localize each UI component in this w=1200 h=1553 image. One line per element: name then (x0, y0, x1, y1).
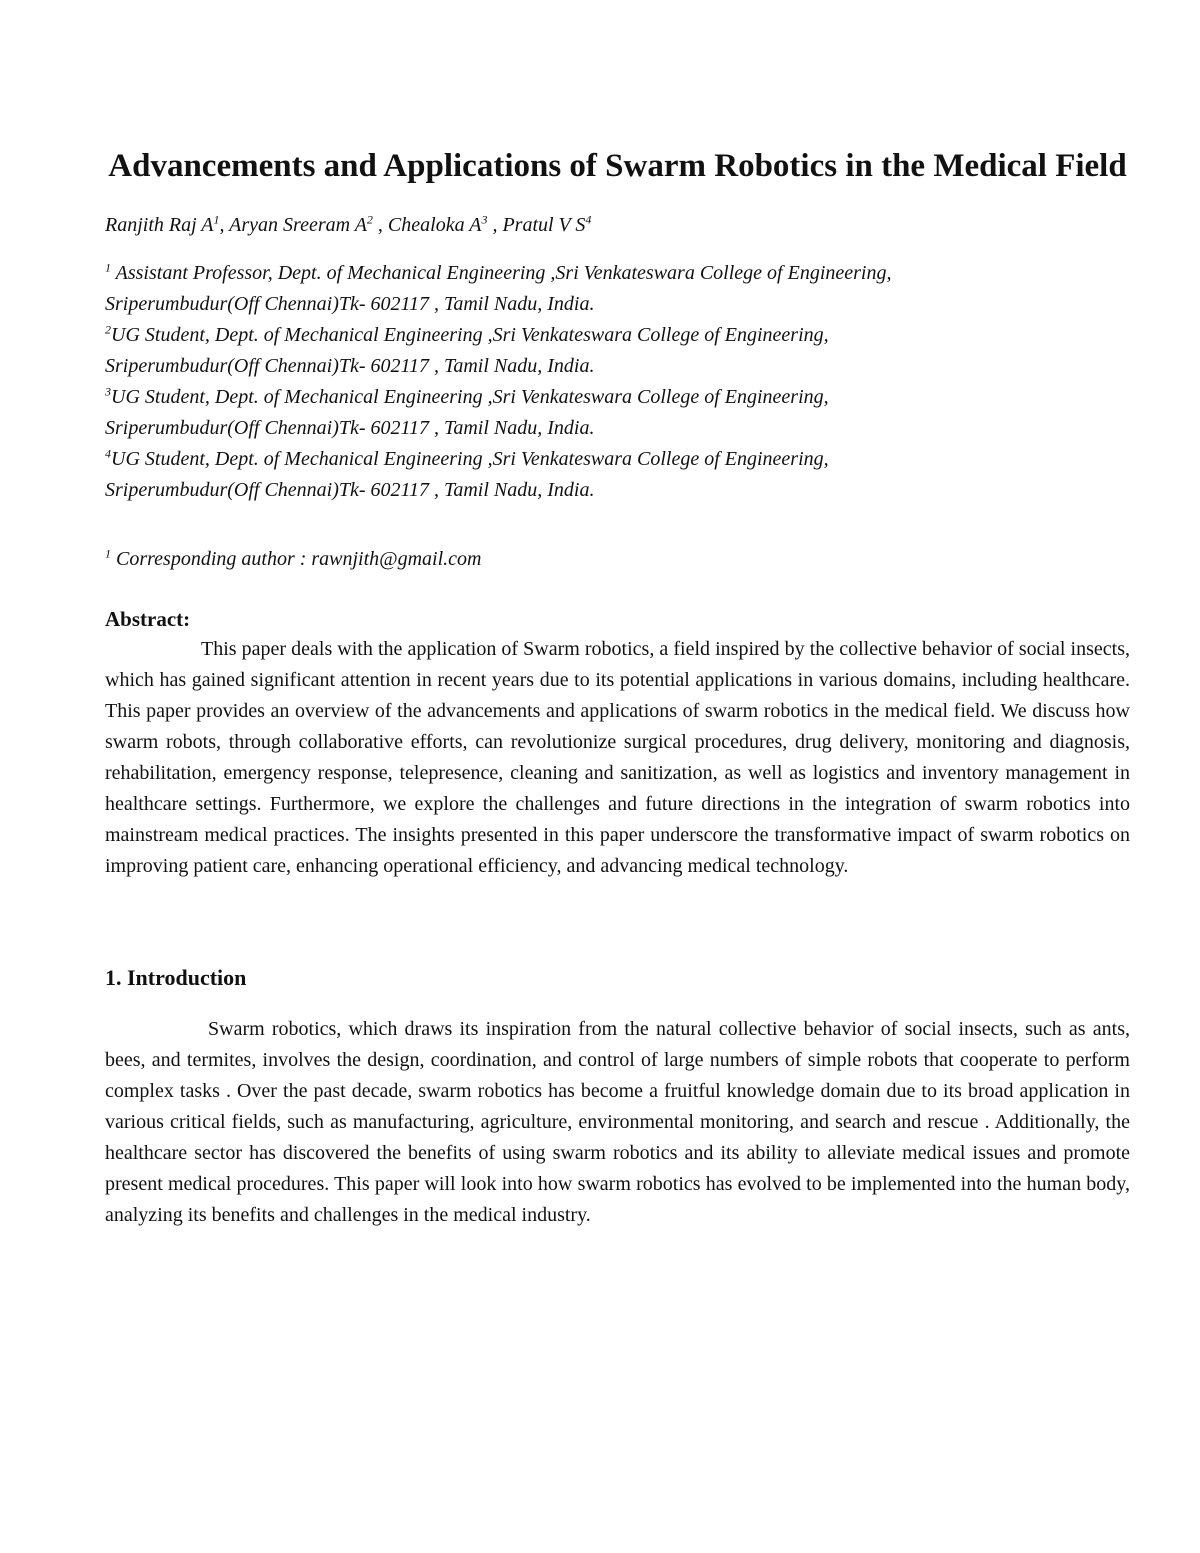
affiliation-text: Assistant Professor, Dept. of Mechanical Engineering ,Sri Venkateswara College of Engineering, (111, 262, 892, 284)
paper-page (105, 140, 1130, 1231)
author-name: Chealoka A (387, 214, 482, 236)
author-sup: 4 (585, 212, 592, 227)
corresponding-text: Corresponding author : rawnjith@gmail.com (111, 548, 482, 570)
affiliation-line (105, 444, 1130, 475)
author-sup: 1 (213, 212, 220, 227)
affiliation-sup: 3 (105, 384, 111, 399)
author-separator: , (219, 214, 230, 236)
affiliation-list (105, 258, 1130, 506)
author-separator: , (372, 214, 388, 236)
corresponding-author (105, 544, 1130, 574)
affiliation-line (105, 258, 1130, 289)
author-name: Ranjith Raj A (105, 214, 214, 236)
affiliation-address: Sriperumbudur(Off Chennai)Tk- 602117 , Tamil Nadu, India. (105, 355, 595, 377)
affiliation-line (105, 382, 1130, 413)
author-name: Pratul V S (502, 214, 586, 236)
affiliation-line (105, 320, 1130, 351)
paper-title: Advancements and Applications of Swarm Robotics in the Medical Field (108, 148, 1127, 184)
affiliation-text: UG Student, Dept. of Mechanical Engineering ,Sri Venkateswara College of Engineering, (111, 324, 829, 346)
affiliation-item (105, 320, 1130, 382)
author-name: Aryan Sreeram A (229, 214, 367, 236)
abstract-heading: Abstract: (105, 607, 191, 631)
affiliation-sup: 2 (105, 322, 111, 337)
affiliation-sup: 1 (105, 260, 111, 275)
abstract-body: This paper deals with the application of Swarm robotics, a field inspired by the collective behavior of social insects, which has gained significant attention in recent years due to its potential applications in various domains, including healthcare. This paper provides an overview of the advancements and applications of swarm robotics in the medical field. We discuss how swarm robots, through collaborative efforts, can revolutionize surgical procedures, drug delivery, monitoring and diagnosis, rehabilitation, emergency response, telepresence, cleaning and sanitization, as well as logistics and inventory management in healthcare settings. Furthermore, we explore the challenges and future directions in the integration of swarm robotics into mainstream medical practices. The insights presented in this paper underscore the transformative impact of swarm robotics on improving patient care, enhancing operational efficiency, and advancing medical technology. (105, 638, 1130, 877)
affiliation-address: Sriperumbudur(Off Chennai)Tk- 602117 , Tamil Nadu, India. (105, 479, 595, 501)
affiliation-item (105, 382, 1130, 444)
affiliation-item (105, 258, 1130, 320)
introduction-heading: 1. Introduction (105, 965, 247, 990)
corresponding-sup: 1 (105, 546, 111, 561)
introduction-body: Swarm robotics, which draws its inspiration from the natural collective behavior of social insects, such as ants, bees, and termites, involves the design, coordination, and control of large numbers of simple robots that cooperate to perform complex tasks . Over the past decade, swarm robotics has become a fruitful knowledge domain due to its broad application in various critical fields, such as manufacturing, agriculture, environmental monitoring, and search and rescue . Additionally, the healthcare sector has discovered the benefits of using swarm robotics and its ability to alleviate medical issues and promote present medical procedures. This paper will look into how swarm robotics has evolved to be implemented into the human body, analyzing its benefits and challenges in the medical industry. (105, 1018, 1130, 1226)
author-sup: 3 (481, 212, 488, 227)
author-separator: , (487, 214, 503, 236)
affiliation-address: Sriperumbudur(Off Chennai)Tk- 602117 , Tamil Nadu, India. (105, 417, 595, 439)
affiliation-text: UG Student, Dept. of Mechanical Engineering ,Sri Venkateswara College of Engineering, (111, 448, 829, 470)
author-list (105, 210, 1130, 240)
affiliation-sup: 4 (105, 446, 111, 461)
affiliation-address: Sriperumbudur(Off Chennai)Tk- 602117 , Tamil Nadu, India. (105, 293, 595, 315)
affiliation-text: UG Student, Dept. of Mechanical Engineering ,Sri Venkateswara College of Engineering, (111, 386, 829, 408)
affiliation-item (105, 444, 1130, 506)
author-sup: 2 (366, 212, 373, 227)
